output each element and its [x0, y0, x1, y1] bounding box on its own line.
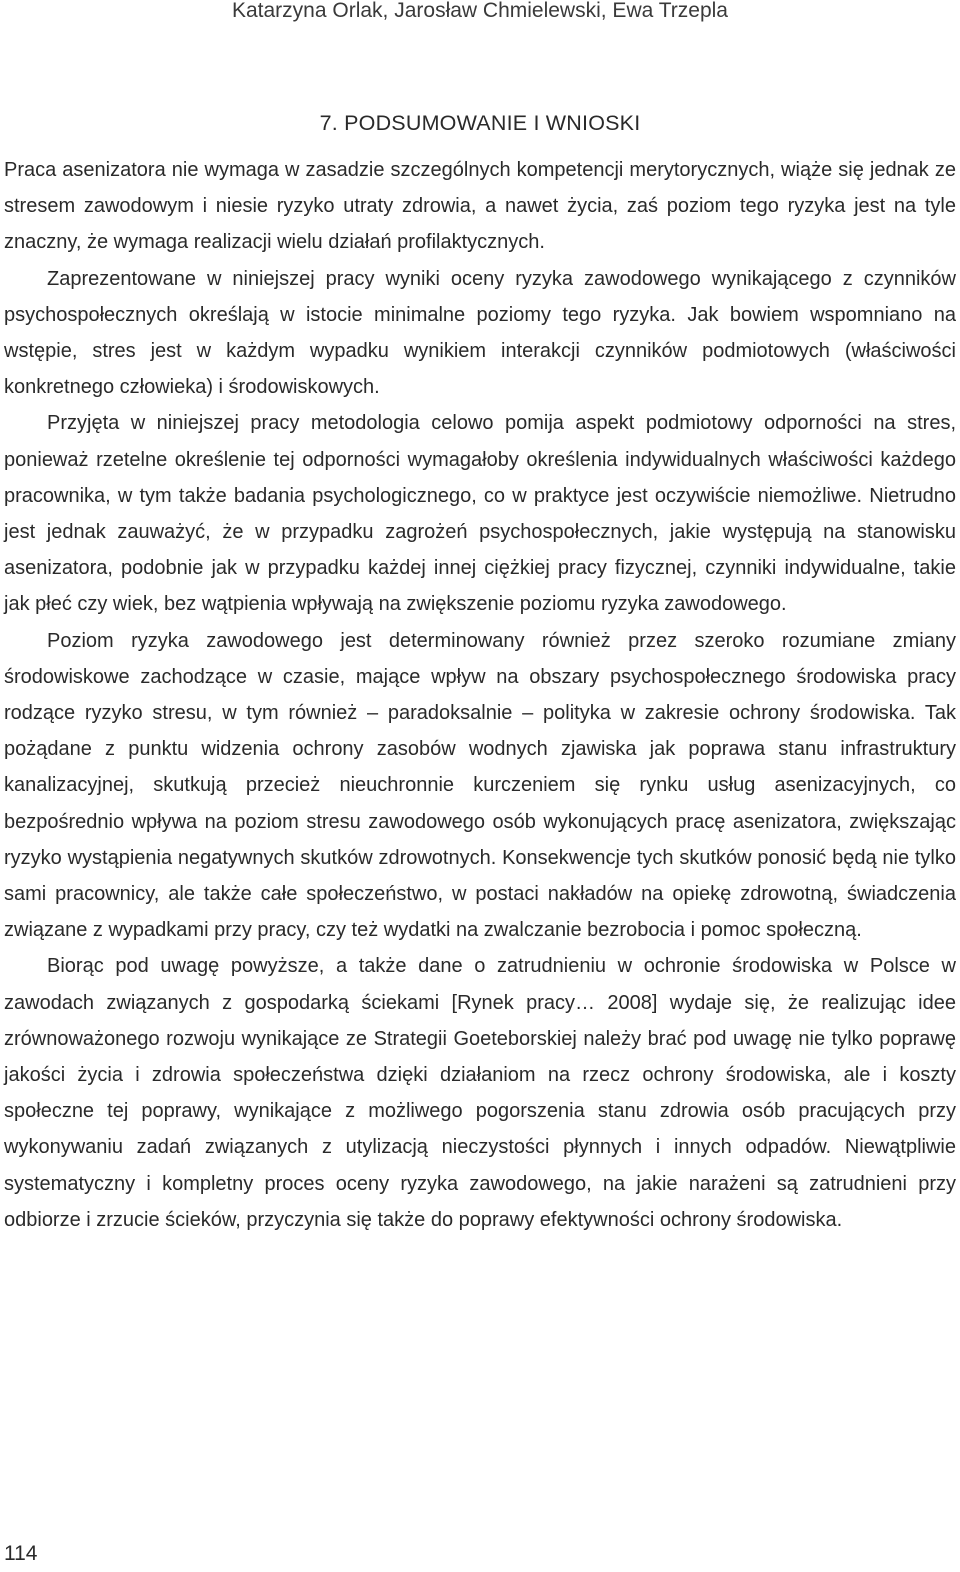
running-header: Katarzyna Orlak, Jarosław Chmielewski, Ewa Trzepla [231, 0, 728, 22]
paragraph-4: Poziom ryzyka zawodowego jest determinowany również przez szeroko rozumiane zmiany środowiskowe zachodzące w czasie, mające wpływ na obszary psychospołecznego środowiska pracy rodzące ryzyko stresu, w tym również – paradoksalnie – polityka w zakresie ochrony środowiska. Tak pożądane z punktu widzenia ochrony zasobów wodnych zjawiska jak poprawa stanu infrastruktury kanalizacyjnej, skutkują przecież nieuchronnie kurczeniem się rynku usług asenizacyjnych, co bezpośrednio wpływa na poziom stresu zawodowego osób wykonujących pracę asenizatora, zwiększając ryzyko wystąpienia negatywnych skutków zdrowotnych. Konsekwencje tych skutków ponosić będą nie tylko sami pracownicy, ale także całe społeczeństwo, w postaci nakładów na opiekę zdrowotną, świadczenia związane z wypadkami przy pracy, czy też wydatki na zwalczanie bezrobocia i pomoc społeczną. [4, 629, 956, 942]
page-number: 114 [4, 1542, 38, 1565]
paragraph-1: Praca asenizatora nie wymaga w zasadzie szczególnych kompetencji merytorycznych, wiąże się jednak ze stresem zawodowym i niesie ryzyko utraty zdrowia, a nawet życia, zaś poziom tego ryzyka jest na tyle znaczny, że wymaga realizacji wielu działań profilaktycznych. [4, 159, 956, 254]
paragraph-5: Biorąc pod uwagę powyższe, a także dane o zatrudnieniu w ochronie środowiska w Polsce w zawodach związanych z gospodarką ściekami [Rynek pracy… 2008] wydaje się, że realizując idee zrównoważonego rozwoju wynikające ze Strategii Goeteborskiej należy brać pod uwagę nie tylko poprawę jakości życia i zdrowia społeczeństwa dzięki działaniom na rzecz ochrony środowiska, ale i koszty społeczne tej poprawy, wynikające z możliwego pogorszenia stanu zdrowia osób pracujących przy wykonywaniu zadań związanych z utylizacją nieczystości płynnych i innych odpadów. Niewątpliwie systematyczny i kompletny proces oceny ryzyka zawodowego, na jakie narażeni są zatrudnieni przy odbiorze i zrzucie ścieków, przyczynia się także do poprawy efektywności ochrony środowiska. [4, 955, 956, 1231]
body-text [4, 152, 956, 1238]
paragraph-3: Przyjęta w niniejszej pracy metodologia celowo pomija aspekt podmiotowy odporności na stres, ponieważ rzetelne określenie tej odporności wymagałoby określenia indywidualnych właściwości każdego pracownika, w tym także badania psychologicznego, co w praktyce jest oczywiście niemożliwe. Nietrudno jest jednak zauważyć, że w przypadku zagrożeń psychospołecznych, jakie występują na stanowisku asenizatora, podobnie jak w przypadku każdej innej ciężkiej pracy fizycznej, czynniki indywidualne, takie jak płeć czy wiek, bez wątpienia wpływają na zwiększenie poziomu ryzyka zawodowego. [4, 412, 956, 616]
paragraph-2: Zaprezentowane w niniejszej pracy wyniki oceny ryzyka zawodowego wynikającego z czynników psychospołecznych określają w istocie minimalne poziomy tego ryzyka. Jak bowiem wspomniano na wstępie, stres jest w każdym wypadku wynikiem interakcji czynników podmiotowych (właściwości konkretnego człowieka) i środowiskowych. [4, 267, 956, 399]
section-title: 7. PODSUMOWANIE I WNIOSKI [319, 111, 641, 136]
